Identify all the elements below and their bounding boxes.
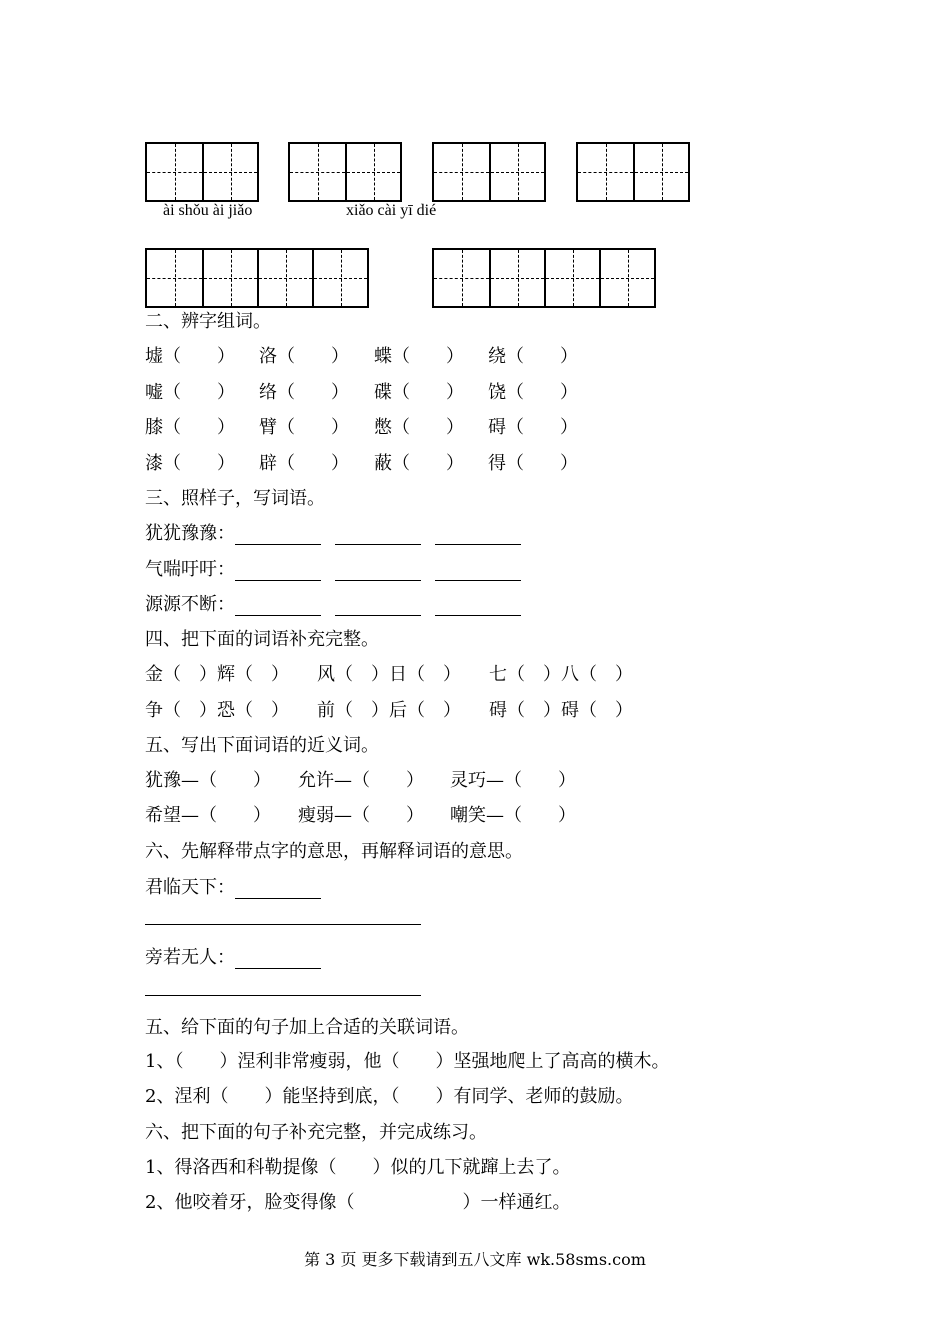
idiom-item: 金（ ）辉（ ） <box>145 664 289 685</box>
grid-cell <box>345 144 400 200</box>
word-item: 绕（ ） <box>488 346 578 367</box>
synonym-item: 允许—（ ） <box>298 770 424 791</box>
idiom-item: 碍（ ）碍（ ） <box>489 700 633 721</box>
answer-blank[interactable] <box>335 597 421 616</box>
word-item: 洛（ ） <box>259 346 349 367</box>
page-footer: 第 3 页 更多下载请到五八文库 wk.58sms.com <box>304 1250 646 1269</box>
answer-blank[interactable] <box>435 597 521 616</box>
writing-grid-3[interactable] <box>432 142 546 202</box>
word-item: 漆（ ） <box>145 453 235 474</box>
word-item: 蝶（ ） <box>374 346 464 367</box>
example-row <box>145 555 535 581</box>
word-item: 得（ ） <box>488 453 578 474</box>
example-word: 源源不断： <box>145 594 235 615</box>
explain-item <box>145 873 335 899</box>
word-item: 憋（ ） <box>374 417 464 438</box>
word-item: 墟（ ） <box>145 346 235 367</box>
section-heading-3: 三、照样子，写词语。 <box>145 488 325 509</box>
answer-blank[interactable] <box>435 562 521 581</box>
section-heading-7: 五、给下面的句子加上合适的关联词语。 <box>145 1017 469 1038</box>
idiom-item: 七（ ）八（ ） <box>489 664 633 685</box>
answer-blank[interactable] <box>235 950 321 969</box>
word-item: 膝（ ） <box>145 417 235 438</box>
explain-word: 旁若无人： <box>145 947 235 968</box>
answer-blank[interactable] <box>235 562 321 581</box>
synonym-item: 瘦弱—（ ） <box>298 805 424 826</box>
example-row <box>145 519 535 545</box>
sentence-line: 1、（ ）涅利非常瘦弱，他（ ）坚强地爬上了高高的横木。 <box>145 1051 670 1072</box>
idiom-item: 风（ ）日（ ） <box>317 664 461 685</box>
synonym-item: 灵巧—（ ） <box>450 770 576 791</box>
answer-blank[interactable] <box>335 562 421 581</box>
section-heading-4: 四、把下面的词语补充完整。 <box>145 629 379 650</box>
grid-cell <box>489 250 544 306</box>
writing-grid-2[interactable] <box>288 142 402 202</box>
section-heading-8: 六、把下面的句子补充完整，并完成练习。 <box>145 1122 487 1143</box>
section-heading-6: 六、先解释带点字的意思，再解释词语的意思。 <box>145 841 523 862</box>
word-item: 络（ ） <box>259 382 349 403</box>
word-item: 臂（ ） <box>259 417 349 438</box>
grid-cell <box>147 144 202 200</box>
example-word: 犹犹豫豫： <box>145 523 235 544</box>
grid-cell <box>257 250 312 306</box>
synonym-item: 犹豫—（ ） <box>145 770 271 791</box>
synonym-item: 嘲笑—（ ） <box>450 805 576 826</box>
grid-cell <box>202 250 257 306</box>
answer-blank[interactable] <box>235 880 321 899</box>
answer-blank[interactable] <box>335 526 421 545</box>
answer-blank[interactable] <box>435 526 521 545</box>
sentence-line: 2、他咬着牙，脸变得像（ ）一样通红。 <box>145 1192 571 1213</box>
writing-grid-5[interactable] <box>145 248 369 308</box>
example-word: 气喘吁吁： <box>145 559 235 580</box>
pinyin-label-2: xiǎo cài yī dié <box>346 202 437 219</box>
synonym-item: 希望—（ ） <box>145 805 271 826</box>
grid-cell <box>578 144 633 200</box>
word-item: 蔽（ ） <box>374 453 464 474</box>
sentence-line: 1、得洛西和科勒提像（ ）似的几下就蹿上去了。 <box>145 1157 571 1178</box>
answer-blank[interactable] <box>235 597 321 616</box>
grid-cell <box>544 250 599 306</box>
grid-cell <box>202 144 257 200</box>
grid-cell <box>290 144 345 200</box>
answer-line[interactable] <box>145 995 421 996</box>
answer-blank[interactable] <box>235 526 321 545</box>
example-row <box>145 590 535 616</box>
grid-cell <box>147 250 202 306</box>
word-item: 嘘（ ） <box>145 382 235 403</box>
grid-cell <box>434 250 489 306</box>
word-item: 饶（ ） <box>488 382 578 403</box>
explain-item <box>145 943 335 969</box>
writing-grid-6[interactable] <box>432 248 656 308</box>
grid-cell <box>434 144 489 200</box>
section-heading-2: 二、辨字组词。 <box>145 311 271 332</box>
sentence-line: 2、涅利（ ）能坚持到底，（ ）有同学、老师的鼓励。 <box>145 1086 634 1107</box>
grid-cell <box>312 250 367 306</box>
grid-cell <box>599 250 654 306</box>
section-heading-5: 五、写出下面词语的近义词。 <box>145 735 379 756</box>
pinyin-label-1: ài shǒu ài jiǎo <box>163 202 253 219</box>
grid-cell <box>633 144 688 200</box>
word-item: 碍（ ） <box>488 417 578 438</box>
explain-word: 君临天下： <box>145 877 235 898</box>
idiom-item: 争（ ）恐（ ） <box>145 700 289 721</box>
grid-cell <box>489 144 544 200</box>
writing-grid-1[interactable] <box>145 142 259 202</box>
idiom-item: 前（ ）后（ ） <box>317 700 461 721</box>
word-item: 辟（ ） <box>259 453 349 474</box>
answer-line[interactable] <box>145 924 421 925</box>
word-item: 碟（ ） <box>374 382 464 403</box>
writing-grid-4[interactable] <box>576 142 690 202</box>
